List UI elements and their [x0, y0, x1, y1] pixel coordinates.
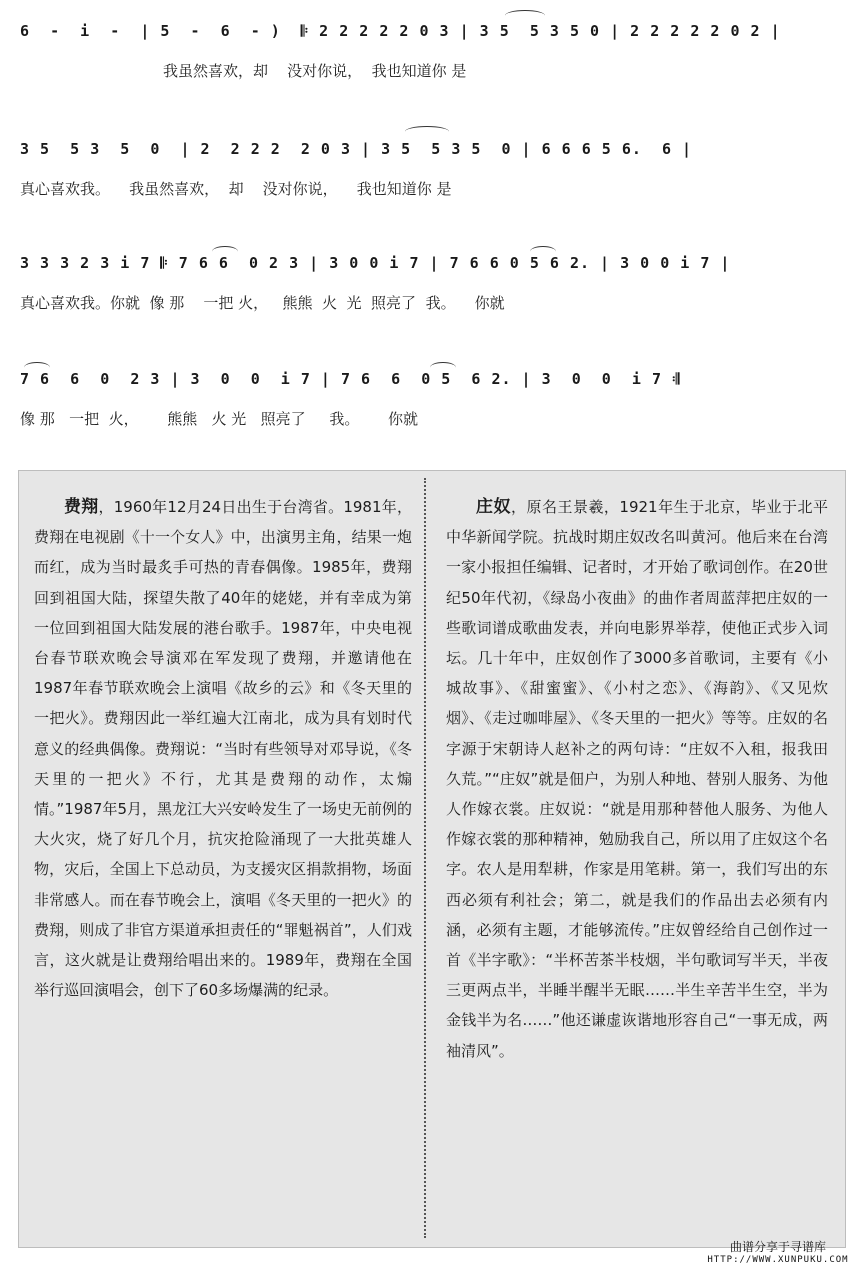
slur-mark [505, 10, 545, 21]
lyrics-line: 我虽然喜欢，却 没对你说， 我也知道你 是 [20, 62, 467, 80]
slur-mark [430, 362, 456, 373]
notation-line: 3 5 5 3 5 0 | 2 2 2 2 2 0 3 | 3 5 5 3 5 0 | 6 6 6 5 6. 6 | [20, 140, 693, 158]
bio-text: ，原名王景羲，1921年生于北京，毕业于北平中华新闻学院。抗战时期庄奴改名叫黄河。他后来在台湾一家小报担任编辑、记者时，才开始了歌词创作。在20世纪50年代初，《绿岛小夜曲》的曲作者周蓝萍把庄奴的一些歌词谱成歌曲发表，并向电影界举荐，使他正式步入词坛。几十年中，庄奴创作了3000多首歌词，主要有《小城故事》、《甜蜜蜜》、《小村之恋》、《海韵》、《又见炊烟》、《走过咖啡屋》、《冬天里的一把火》等等。庄奴的名字源于宋朝诗人赵补之的两句诗：“庄奴不入租，报我田久荒。”“庄奴”就是佃户，为别人种地、替别人服务、为他人作嫁衣裳。庄奴说：“就是用那种替他人服务、为他人作嫁衣裳的那种精神，勉励我自己，所以用了庄奴这个名字。农人是用犁耕，作家是用笔耕。第一，我们写出的东西必须有利社会；第二，就是我们的作品出去必须有内涵，必须有主题，才能够流传。”庄奴曾经给自己创作过一首《半字歌》：“半杯苦茶半枝烟，半句歌词写半天，半夜三更两点半，半睡半醒半无眠……半生辛苦半生空，半为金钱半为名……”他还谦虚诙谐地形容自己“一事无成，两袖清风”。 [446, 498, 828, 1060]
column-divider [424, 478, 426, 1238]
bio-text: ，1960年12月24日出生于台湾省。1981年，费翔在电视剧《十一个女人》中，出演男主角，结果一炮而红，成为当时最炙手可热的青春偶像。1985年，费翔回到祖国大陆，探望失散了40年的姥姥，并有幸成为第一位回到祖国大陆发展的港台歌手。1987年，中央电视台春节联欢晚会导演邓在军发现了费翔，并邀请他在1987年春节联欢晚会上演唱《故乡的云》和《冬天里的一把火》。费翔因此一举红遍大江南北，成为具有划时代意义的经典偶像。费翔说：“当时有些领导对邓导说，《冬天里的一把火》不行，尤其是费翔的动作，太煽情。”1987年5月，黑龙江大兴安岭发生了一场史无前例的大火灾，烧了好几个月，抗灾抢险涌现了一大批英雄人物，灾后，全国上下总动员，为支援灾区捐款捐物，场面非常感人。而在春节晚会上，演唱《冬天里的一把火》的费翔，则成了非官方渠道承担责任的“罪魁祸首”，人们戏言，这火就是让费翔给唱出来的。1989年，费翔在全国举行巡回演唱会，创下了60多场爆满的纪录。 [34, 498, 412, 1000]
notation-line: 3 3 3 2 3 i 7 𝄆 7 6 6 0 2 3 | 3 0 0 i 7 | 7 6 6 0 5 6 2. | 3 0 0 i 7 | [20, 254, 731, 272]
music-score [0, 0, 859, 460]
lyrics-line: 真心喜欢我。 我虽然喜欢， 却 没对你说， 我也知道你 是 [20, 180, 452, 198]
slur-mark [405, 126, 449, 137]
score-system-1 [0, 0, 859, 100]
site-watermark [703, 1238, 853, 1265]
notation-line: 6 - i - | 5 - 6 - ) 𝄆 2 2 2 2 2 0 3 | 3 5 5 3 5 0 | 2 2 2 2 2 0 2 | [20, 22, 781, 40]
bio-fei-xiang [34, 492, 412, 1005]
slur-mark [24, 362, 50, 373]
slur-mark [530, 246, 556, 257]
slur-mark [212, 246, 238, 257]
notation-line: 7 6 6 0 2 3 | 3 0 0 i 7 | 7 6 6 0 5 6 2. | 3 0 0 i 7 𝄇 [20, 370, 681, 388]
watermark-title: 曲谱分享于寻谱库 [729, 1240, 826, 1254]
bio-name: 庄奴 [476, 497, 511, 517]
lyrics-line: 像 那 一把 火， 熊熊 火 光 照亮了 我。 你就 [20, 410, 419, 428]
bio-zhuang-nu [446, 492, 828, 1066]
lyrics-line: 真心喜欢我。你就 像 那 一把 火， 熊熊 火 光 照亮了 我。 你就 [20, 294, 505, 312]
score-system-2 [0, 118, 859, 218]
watermark-url: HTTP://WWW.XUNPUKU.COM [707, 1255, 849, 1265]
score-system-4 [0, 348, 859, 448]
score-system-3 [0, 232, 859, 332]
bio-name: 费翔 [64, 497, 99, 517]
